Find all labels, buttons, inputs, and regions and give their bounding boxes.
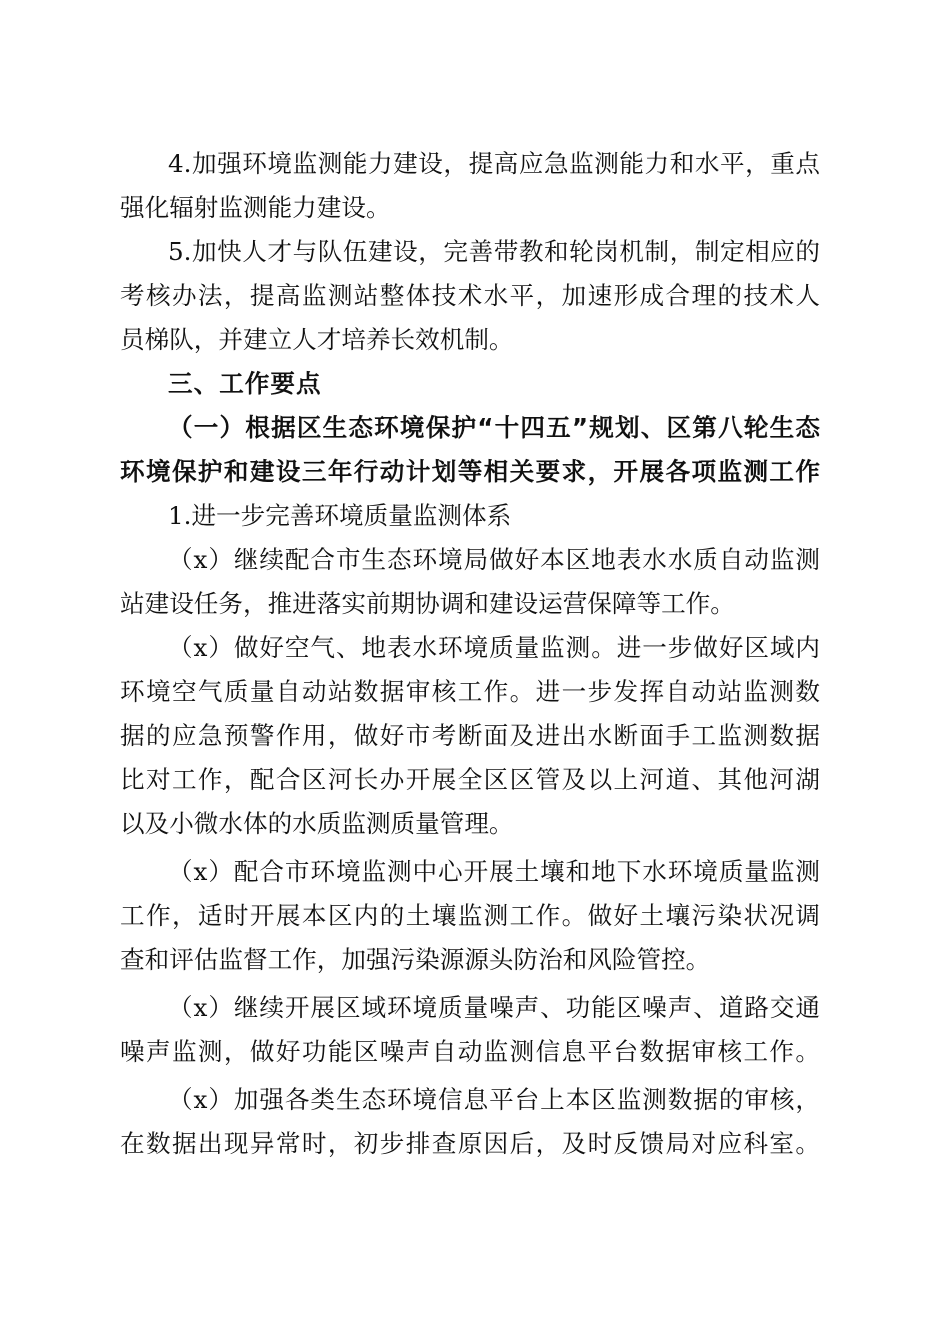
item-b-line-4: 比对工作，配合区河长办开展全区区管及以上河道、其他河湖 — [120, 765, 820, 794]
subsection-heading-line-2: 环境保护和建设三年行动计划等相关要求，开展各项监测工作 — [120, 457, 820, 486]
item-b-line-3: 据的应急预警作用，做好市考断面及进出水断面手工监测数据 — [120, 721, 820, 750]
item-b-line-5: 以及小微水体的水质监测质量管理。 — [120, 809, 514, 838]
paragraph-4-line-2: 强化辐射监测能力建设。 — [120, 193, 391, 222]
item-a-line-1: （x）继续配合市生态环境局做好本区地表水水质自动监测 — [168, 545, 820, 574]
item-a-line-2: 站建设任务，推进落实前期协调和建设运营保障等工作。 — [120, 589, 735, 618]
paragraph-5-line-2: 考核办法，提高监测站整体技术水平，加速形成合理的技术人 — [120, 281, 820, 310]
paragraph-4-line-1: 4.加强环境监测能力建设，提高应急监测能力和水平，重点 — [168, 149, 820, 178]
item-b-line-1: （x）做好空气、地表水环境质量监测。进一步做好区域内 — [168, 633, 820, 662]
item-e-line-1: （x）加强各类生态环境信息平台上本区监测数据的审核， — [168, 1085, 820, 1114]
item-c-line-1: （x）配合市环境监测中心开展土壤和地下水环境质量监测 — [168, 857, 820, 886]
item-d-line-1: （x）继续开展区域环境质量噪声、功能区噪声、道路交通 — [168, 993, 820, 1022]
paragraph-5-line-3: 员梯队，并建立人才培养长效机制。 — [120, 325, 514, 354]
item-c-line-2: 工作，适时开展本区内的土壤监测工作。做好土壤污染状况调 — [120, 901, 820, 930]
item-e-line-2: 在数据出现异常时，初步排查原因后，及时反馈局对应科室。 — [120, 1129, 820, 1158]
item-heading: 1.进一步完善环境质量监测体系 — [168, 501, 512, 530]
item-b-line-2: 环境空气质量自动站数据审核工作。进一步发挥自动站监测数 — [120, 677, 820, 706]
item-c-line-3: 查和评估监督工作，加强污染源源头防治和风险管控。 — [120, 945, 711, 974]
item-d-line-2: 噪声监测，做好功能区噪声自动监测信息平台数据审核工作。 — [120, 1037, 820, 1066]
section-heading: 三、工作要点 — [168, 369, 322, 398]
paragraph-5-line-1: 5.加快人才与队伍建设，完善带教和轮岗机制，制定相应的 — [168, 237, 820, 266]
subsection-heading-line-1: （一）根据区生态环境保护“十四五”规划、区第八轮生态 — [168, 413, 820, 442]
